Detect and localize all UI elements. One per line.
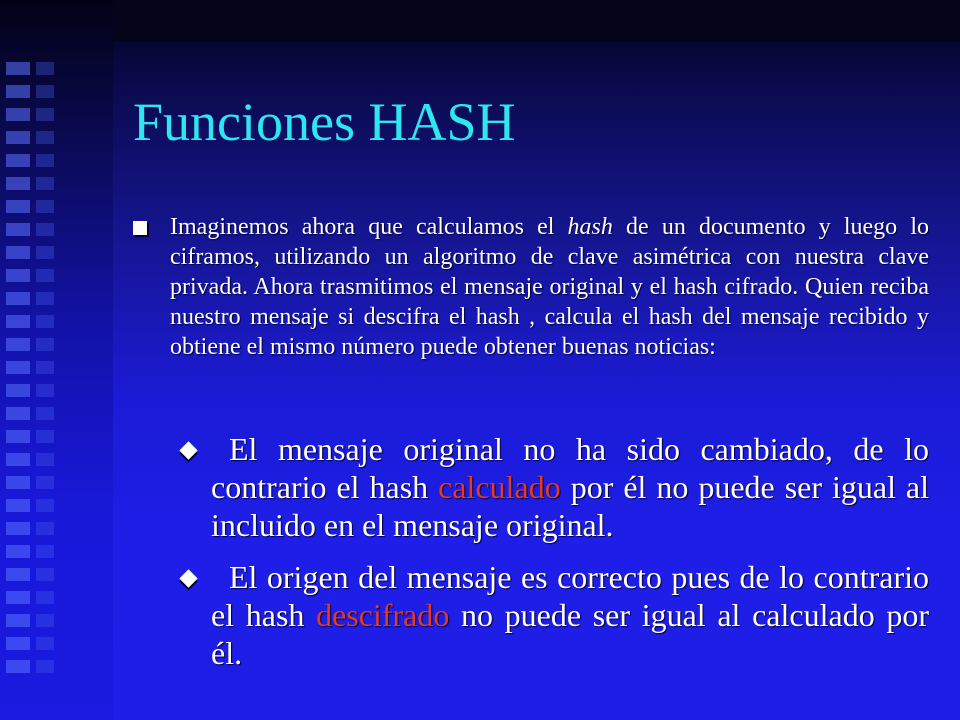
- slide-title: Funciones HASH: [133, 92, 516, 152]
- top-dark-band: [113, 0, 960, 42]
- sub-bullet-highlight: descifrado: [316, 597, 450, 633]
- diamond-bullet-icon: [179, 441, 197, 459]
- sub-bullet-before: El mensaje original no ha sido cambiado, de lo contrario el hash: [211, 431, 929, 505]
- sub-bullet-highlight: calculado: [438, 469, 561, 505]
- decorative-squares-column: [6, 62, 30, 682]
- paragraph-part2: de un documento y luego lo ciframos, utilizando un algoritmo de clave asimétrica con nuestra clave privada. Ahora trasmitimos el mensaje original y el hash cifrado. Quien reciba nuestro mensaje si descifra el hash , calcula el hash del mensaje recibido y obtiene el mismo número puede obtener buenas noticias:: [170, 214, 929, 360]
- square-bullet-icon: [133, 221, 147, 235]
- paragraph-part1: Imaginemos ahora que calculamos el: [170, 214, 568, 240]
- decorative-squares-column-secondary: [36, 62, 54, 682]
- main-bullet-text: [170, 212, 929, 362]
- sub-bullet-item: [175, 430, 929, 544]
- sub-bullet-after: no puede ser igual al calculado por él.: [211, 597, 930, 671]
- sub-bullet-text: [211, 558, 929, 672]
- main-bullet-item: [133, 212, 929, 362]
- diamond-bullet-icon: [179, 569, 197, 587]
- left-decorative-bar: [0, 0, 113, 720]
- sub-bullet-text: [211, 430, 929, 544]
- sub-bullet-item: [175, 558, 929, 672]
- paragraph-italic-hash: hash: [567, 214, 613, 240]
- sub-bullet-before: El origen del mensaje es correcto pues de lo contrario el hash: [211, 559, 929, 633]
- sub-bullet-after: por él no puede ser igual al incluido en el mensaje original.: [211, 469, 930, 543]
